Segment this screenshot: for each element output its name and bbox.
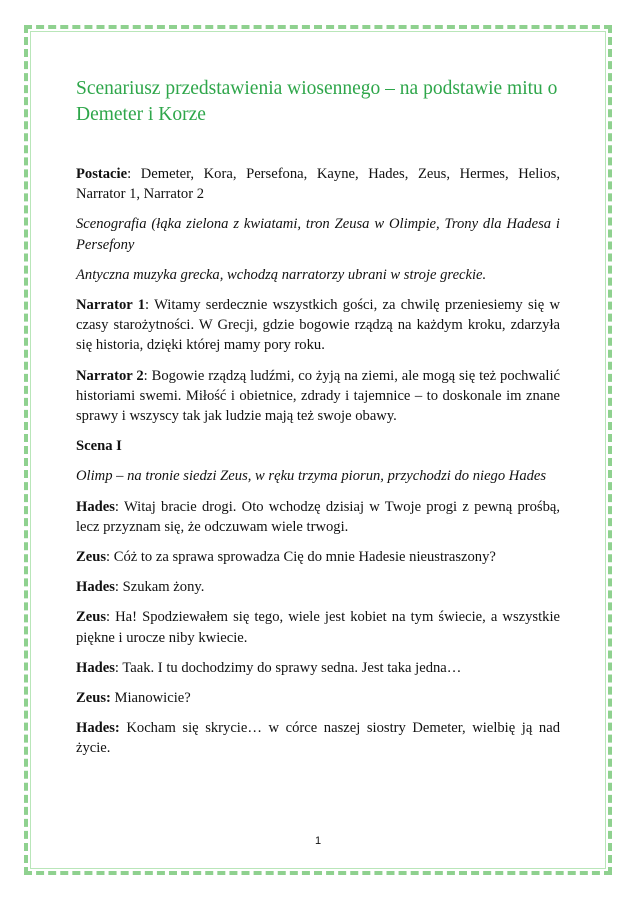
dialogue-line-hades-2 (76, 577, 560, 597)
dialogue-line-hades-4 (76, 718, 560, 758)
cast-list-paragraph (76, 164, 560, 204)
scene-direction: Olimp – na tronie siedzi Zeus, w ręku trzyma piorun, przychodzi do niego Hades (76, 468, 547, 485)
speaker-narrator-2: Narrator 2 (76, 367, 144, 384)
dialogue-line-zeus-3 (76, 688, 560, 708)
page-number: 1 (314, 835, 322, 847)
speaker-name: Hades (76, 579, 115, 596)
cast-label: Postacie (76, 166, 128, 182)
dialogue-line-zeus-2 (76, 607, 560, 647)
speaker-name: Hades: (76, 720, 120, 737)
speaker-name: Hades (76, 498, 115, 515)
document-content (76, 76, 560, 769)
dialogue-text: : Cóż to za sprawa sprowadza Cię do mnie Hadesie nieustraszony? (106, 549, 496, 566)
narrator-2-text: : Bogowie rządzą ludźmi, co żyją na ziemi, ale mogą się też pochwalić historiami swemi. Miłość i obietnice, zdrady i tajemnice – to doskonale im znane sprawy i wszyscy tak jak ludzie mają też swoje obawy. (76, 367, 560, 425)
speaker-name: Hades (76, 659, 115, 676)
dialogue-text: Kocham się skrycie… w córce naszej siostry Demeter, wielbię ją nad życie. (76, 720, 560, 757)
dialogue-text: Mianowicie? (110, 690, 191, 707)
dialogue-text: : Ha! Spodziewałem się tego, wiele jest kobiet na tym świecie, a wszystkie piękne i urocze niby kwiecie. (76, 609, 560, 646)
dialogue-text: : Witaj bracie drogi. Oto wchodzę dzisiaj w Twoje progi z pewną prośbą, lecz przyznam się, że odczuwam wiele trwogi. (76, 498, 560, 535)
narrator-1-text: : Witamy serdecznie wszystkich gości, za chwilę przeniesiemy się w czasy starożytności. W Grecji, gdzie bogowie rządzą na każdym kroku, zdarzyła się historia, dzięki której mamy pory roku. (76, 297, 560, 354)
speaker-name: Zeus: (76, 690, 111, 707)
dialogue-line-hades-1 (76, 497, 560, 537)
narrator-1-line (76, 295, 560, 356)
scene-heading: Scena I (76, 438, 122, 455)
speaker-name: Zeus (76, 609, 107, 626)
dialogue-line-hades-3 (76, 658, 560, 678)
speaker-name: Zeus (76, 549, 107, 566)
cast-list: : Demeter, Kora, Persefona, Kayne, Hades, Zeus, Hermes, Helios, Narrator 1, Narrator 2 (76, 166, 560, 203)
dialogue-text: : Szukam żony. (114, 579, 205, 596)
narrator-2-line (76, 366, 560, 427)
speaker-narrator-1: Narrator 1 (76, 297, 146, 314)
document-title: Scenariusz przedstawienia wiosennego – na podstawie mitu o Demeter i Korze (76, 78, 558, 125)
dialogue-text: : Taak. I tu dochodzimy do sprawy sedna. Jest taka jedna… (114, 659, 462, 676)
scenography-note: Scenografia (łąka zielona z kwiatami, tron Zeusa w Olimpie, Trony dla Hadesa i Persefony (76, 216, 560, 253)
music-note: Antyczna muzyka grecka, wchodzą narratorzy ubrani w stroje greckie. (76, 266, 487, 283)
dialogue-line-zeus-1 (76, 547, 560, 567)
